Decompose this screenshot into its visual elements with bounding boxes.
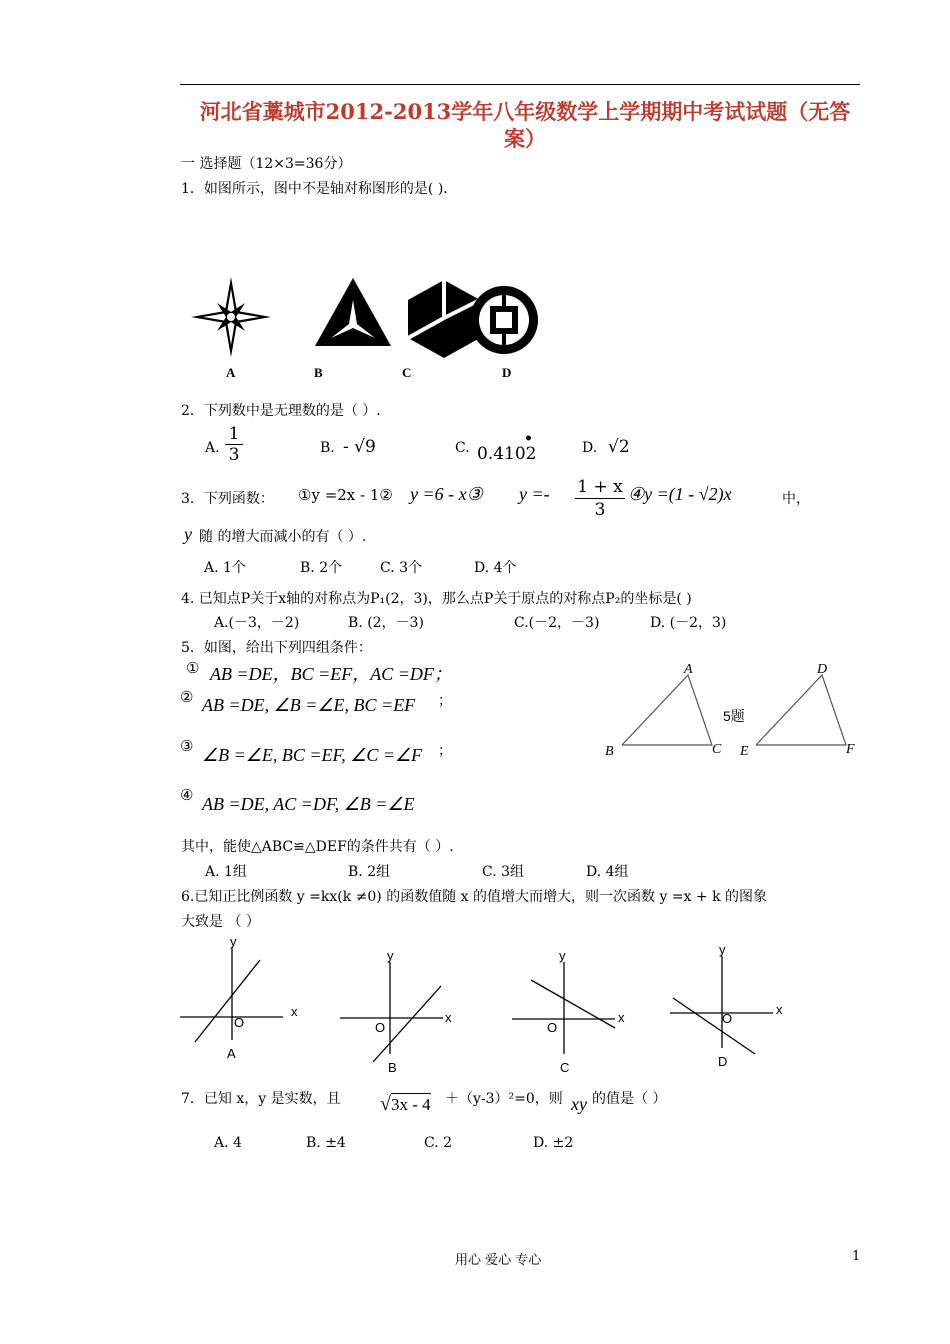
svg-text:x: x [776,1002,783,1017]
q7-option-d: D. ±2 [533,1135,574,1151]
q5-option-b: B. 2组 [348,864,391,880]
q7-xy: xy [571,1094,587,1114]
q7-option-c: C. 2 [424,1135,453,1151]
q5-option-d: D. 4组 [586,864,629,880]
q3-function-3: y =- [519,484,550,504]
fraction-numerator: 1 [228,424,240,444]
q6-graphs [175,930,795,1080]
q5-condition-1-mark: ① [186,659,200,677]
q3-function-2: y =6 - x③ [410,484,483,504]
figure-caption: 5题 [723,708,745,724]
q3-variable-y: y [184,524,192,544]
q4-option-c: C.(－2，－3) [514,615,600,631]
q5-stem: 5．如图，给出下列四组条件： [181,640,372,656]
graph-a [180,934,298,1061]
q3-function-1: ①y =2x - 1② [298,486,393,504]
q3-option-d: D. 4个 [474,560,517,576]
q2-option-c-prefix: C. [455,440,470,456]
q5-condition-3-mark: ③ [180,737,194,755]
q6-line-2: 大致是 （ ） [181,914,260,930]
vertex-e: E [740,744,749,759]
figure-label-a: A [226,365,236,380]
svg-text:D: D [718,1054,728,1069]
svg-text:y: y [719,942,726,957]
q3-option-a: A. 1个 [204,560,246,576]
vertex-a: A [684,662,693,677]
q3-tail: 中， [782,491,810,507]
vertex-c: C [712,742,722,757]
hexagon-figure [408,280,480,358]
q2-option-b-prefix: B. [320,440,335,456]
vertex-d: D [817,662,828,677]
svg-text:x: x [618,1010,625,1025]
q5-semicolon-3: ； [438,743,452,759]
fraction-numerator: 1 + x [577,477,623,497]
q7-stem-a: 7．已知 x，y 是实数，且 [181,1091,341,1107]
q4-option-d: D. (－2，3) [650,615,727,631]
q2-stem: 2．下列数中是无理数的是（ ）. [181,403,381,419]
q7-sqrt: √3x - 4 [380,1093,431,1115]
q3-fraction [575,476,625,521]
q1-stem: 1．如图所示，图中不是轴对称图形的是( ). [181,181,448,197]
title-line-2: 案） [504,126,546,151]
page-title [180,98,870,152]
svg-text:A: A [227,1046,236,1061]
svg-text:C: C [560,1060,570,1075]
compass-star-figure [191,277,271,357]
q5-option-a: A. 1组 [205,864,247,880]
q7-stem-c: 的值是（ ） [592,1091,667,1107]
q5-condition-3: ∠B =∠E, BC =EF, ∠C =∠F [202,745,423,765]
svg-text:O: O [234,1015,245,1030]
page-number: 1 [852,1249,861,1264]
q7-option-a: A. 4 [214,1135,242,1151]
q2-option-d-prefix: D. [582,440,598,456]
q2-option-a-fraction [225,424,243,465]
q4-option-b: B. (2，－3) [348,615,424,631]
figure-label-d: D [502,365,512,380]
figure-label-c: C [402,365,412,380]
q7-option-b: B. ±4 [306,1135,346,1151]
q4-stem: 4. 已知点P关于x轴的对称点为P₁(2，3)，那么点P关于原点的对称点P₂的坐标是( ) [181,591,692,607]
q3-stem: 3．下列函数： [181,491,274,507]
graph-b [340,948,452,1075]
svg-text:O: O [722,1011,733,1026]
header-rule [180,84,860,85]
q2-option-a-prefix: A. [205,440,220,456]
q5-triangles-figure [600,655,870,765]
title-line-1: 河北省藁城市2012-2013学年八年级数学上学期期中考试试题（无答 [199,99,851,124]
q3-option-c: C. 3个 [380,560,423,576]
repeating-dot: • [524,431,533,447]
q2-option-c-value: 0.4102 [477,444,537,464]
svg-text:O: O [547,1020,558,1035]
fraction-denominator: 3 [575,498,625,521]
coin-figure [470,286,538,354]
q4-option-a: A.(－3，－2) [214,615,300,631]
svg-text:x: x [445,1010,452,1025]
q6-line-1: 6.已知正比例函数 y =kx(k ≠0) 的函数值随 x 的值增大而增大，则一次函数 y =x + k 的图象 [181,889,768,905]
triangle-figure [315,278,391,346]
q5-semicolon-2: ； [438,693,452,709]
page-footer: 用心 爱心 专心 [455,1253,542,1268]
svg-text:B: B [388,1060,397,1075]
svg-text:x: x [291,1004,298,1019]
q5-condition-4-mark: ④ [180,786,194,804]
svg-text:y: y [559,948,566,963]
sqrt-radicand: 3x - 4 [390,1095,431,1114]
q5-condition-2: AB =DE, ∠B =∠E, BC =EF [202,695,416,715]
svg-text:y: y [230,934,237,949]
q5-question: 其中，能使△ABC≌△DEF的条件共有（ ）. [181,839,454,855]
figure-label-b: B [314,365,323,380]
vertex-b: B [605,744,614,759]
q3-function-4: ④y =(1 - √2)x [628,484,732,504]
vertex-f: F [846,742,855,757]
svg-text:y: y [387,948,394,963]
fraction-denominator: 3 [225,444,243,465]
q3-option-b: B. 2个 [300,560,343,576]
q5-option-c: C. 3组 [482,864,525,880]
q7-stem-b: ＋（y-3）²=0，则 [445,1091,563,1107]
section-heading: 一 选择题（12×3=36分） [181,156,352,172]
svg-text:O: O [375,1020,386,1035]
q5-condition-2-mark: ② [180,688,194,706]
q1-figures [190,270,550,385]
graph-c [512,948,625,1075]
q2-option-b-value: - √9 [343,437,376,457]
q3-line-2: 随 的增大而减小的有（ ）. [199,529,367,545]
q5-condition-1: AB =DE，BC =EF，AC =DF； [210,664,452,684]
graph-d [670,942,783,1069]
q5-condition-4: AB =DE, AC =DF, ∠B =∠E [202,794,415,814]
q2-option-d-value: √2 [608,437,630,457]
